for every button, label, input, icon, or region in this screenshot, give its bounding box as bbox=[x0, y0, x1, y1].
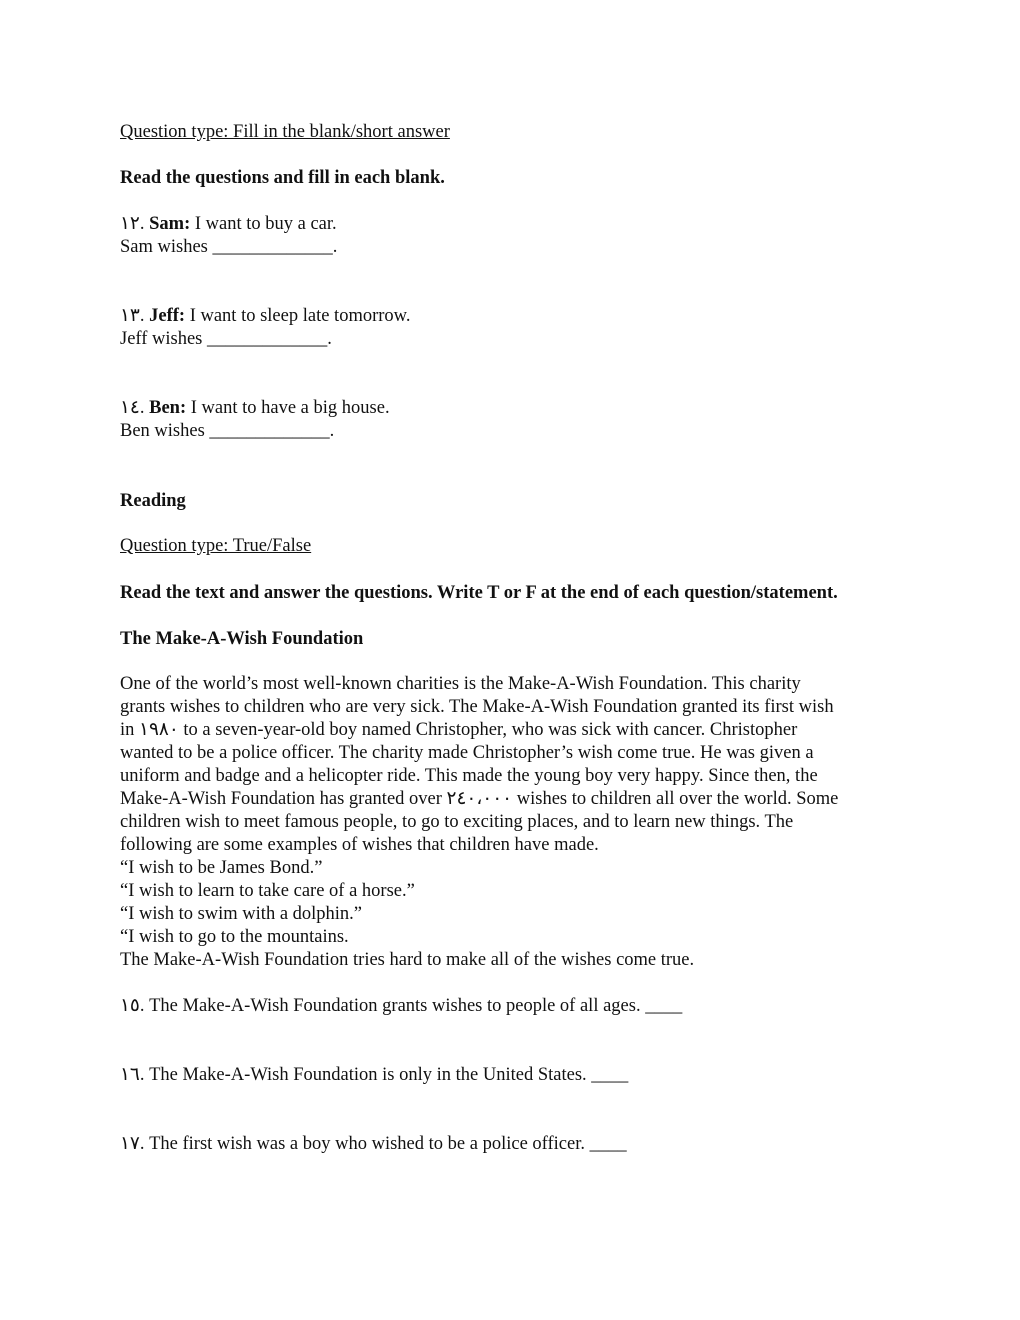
question-15[interactable]: ١٥. The Make-A-Wish Foundation grants wishes to people of all ages. ____ bbox=[120, 996, 683, 1016]
answer-blank[interactable]: Jeff wishes _____________. bbox=[120, 329, 332, 349]
question-type-true-false: Question type: True/False bbox=[120, 536, 312, 556]
question-14: ١٤. Ben: I want to have a big house. Ben wishes _____________. bbox=[120, 398, 390, 441]
instruction-true-false: Read the text and answer the questions. Write T or F at the end of each question/statement. bbox=[120, 583, 838, 603]
instruction-fill-blank: Read the questions and fill in each blank. bbox=[120, 168, 445, 188]
question-13: ١٣. Jeff: I want to sleep late tomorrow. Jeff wishes _____________. bbox=[120, 306, 411, 349]
reading-heading: Reading bbox=[120, 491, 186, 511]
question-16[interactable]: ١٦. The Make-A-Wish Foundation is only in the United States. ____ bbox=[120, 1065, 629, 1085]
passage-title: The Make-A-Wish Foundation bbox=[120, 629, 364, 649]
question-12: ١٢. Sam: I want to buy a car. Sam wishes _____________. bbox=[120, 214, 338, 257]
answer-blank[interactable]: Ben wishes _____________. bbox=[120, 421, 335, 441]
passage: One of the world’s most well-known charities is the Make-A-Wish Foundation. This charity grants wishes to children who are very sick. The Make-A-Wish Foundation granted its first wish in ١٩٨٠ to a seven-year-old boy named Christopher, who was sick with cancer. Christopher wanted to be a police officer. The charity made Christopher’s wish come true. He was given a uniform and badge and a helicopter ride. This made the young boy very happy. Since then, the Make-A-Wish Foundation has granted over ٢٤٠،٠٠٠ wishes to children all over the world. Some children wish to meet famous people, to go to exciting places, and to learn new things. The following are some examples of wishes that children have made. “I wish to be James Bond.” “I wish to learn to take care of a horse.” “I wish to swim with a dolphin.” “I wish to go to the mountains. The Make-A-Wish Foundation tries hard to make all of the wishes come true. bbox=[120, 674, 839, 970]
question-17[interactable]: ١٧. The first wish was a boy who wished to be a police officer. ____ bbox=[120, 1134, 627, 1154]
question-type-fill-blank: Question type: Fill in the blank/short answer bbox=[120, 122, 450, 142]
answer-blank[interactable]: Sam wishes _____________. bbox=[120, 237, 338, 257]
